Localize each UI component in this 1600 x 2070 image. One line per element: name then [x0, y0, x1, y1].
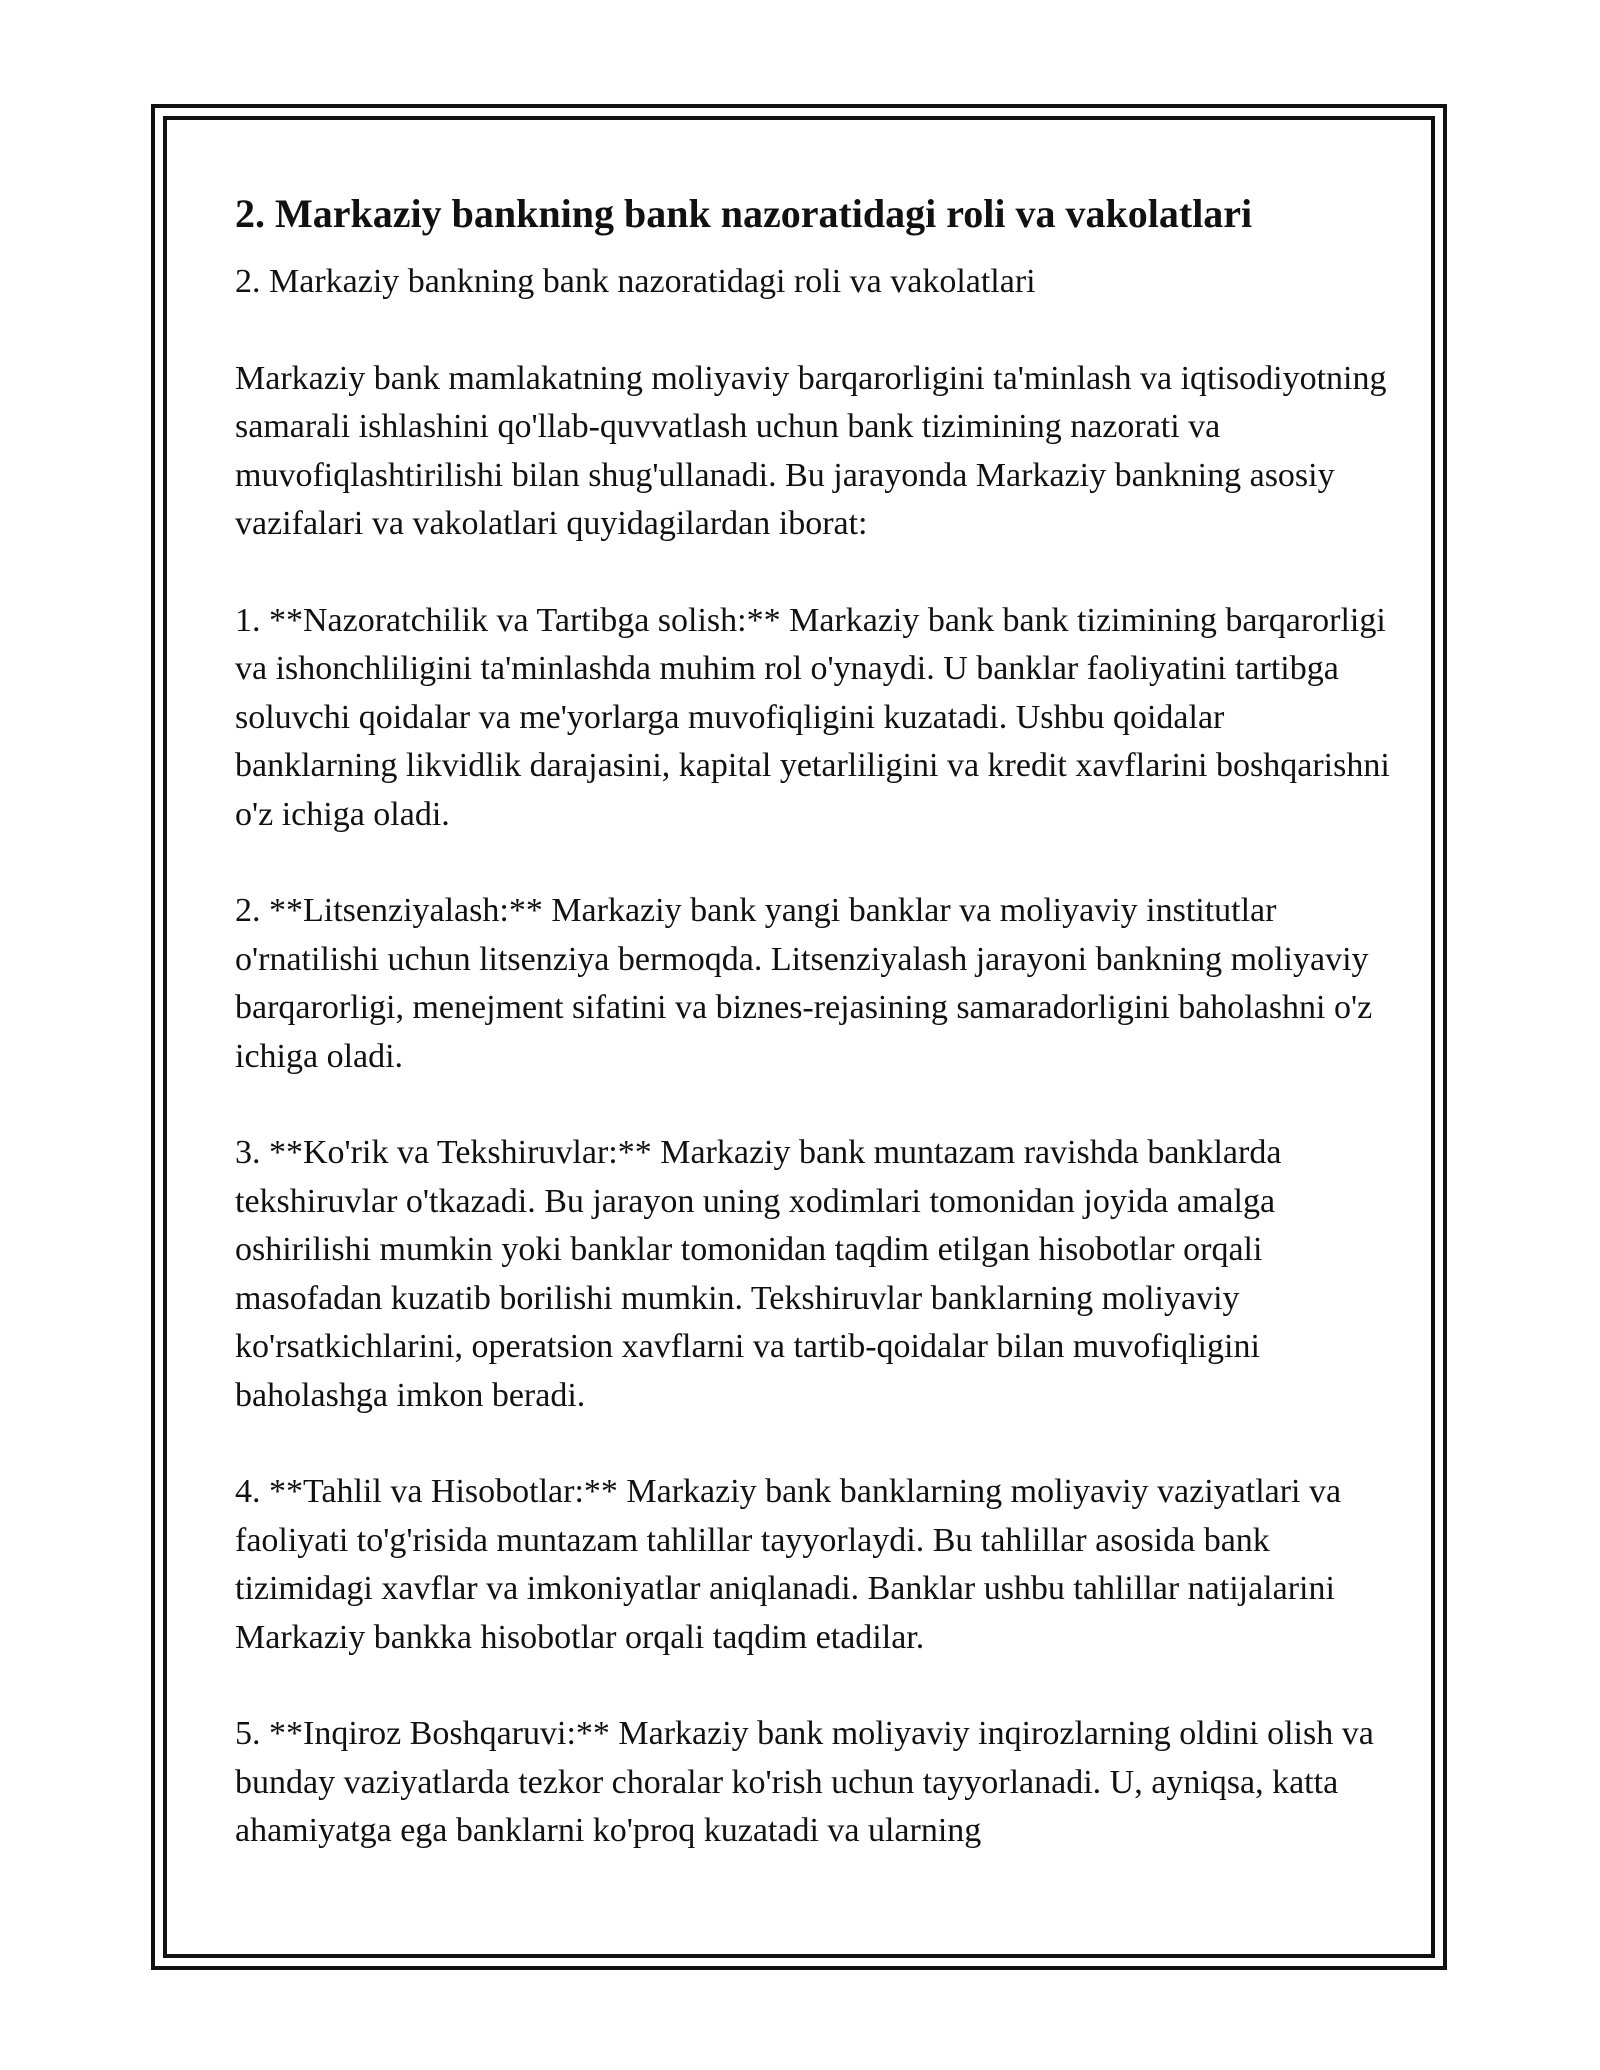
page-title: 2. Markaziy bankning bank nazoratidagi roli va vakolatlari [235, 191, 1253, 236]
document-body [235, 188, 1395, 1856]
intro-paragraph: Markaziy bank mamlakatning moliyaviy barqarorligini ta'minlash va iqtisodiyotning samarali ishlashini qo'llab-quvvatlash uchun bank tizimining nazorati va muvofiqlashtirilishi bilan shug'ullanadi. Bu jarayonda Markaziy bankning asosiy vazifalari va vakolatlari quyidagilardan iborat: [235, 359, 1387, 542]
list-item-supervision: 1. **Nazoratchilik va Tartibga solish:** Markaziy bank bank tizimining barqarorligi va ishonchliligini ta'minlashda muhim rol o'ynaydi. U banklar faoliyatini tartibga soluvchi qoidalar va me'yorlarga muvofiqligini kuzatadi. Ushbu qoidalar banklarning likvidlik darajasini, kapital yetarliligini va kredit xavflarini boshqarishni o'z ichiga oladi. [235, 601, 1390, 833]
section-subtitle: 2. Markaziy bankning bank nazoratidagi roli va vakolatlari [235, 263, 1036, 300]
list-item-licensing: 2. **Litsenziyalash:** Markaziy bank yangi banklar va moliyaviy institutlar o'rnatilishi uchun litsenziya bermoqda. Litsenziyalash jarayoni bankning moliyaviy barqarorligi, menejment sifatini va biznes-rejasining samaradorligini baholashni o'z ichiga oladi. [235, 892, 1373, 1075]
list-item-analysis: 4. **Tahlil va Hisobotlar:** Markaziy bank banklarning moliyaviy vaziyatlari va faoliyati to'g'risida muntazam tahlillar tayyorlaydi. Bu tahlillar asosida bank tizimidagi xavflar va imkoniyatlar aniqlanadi. Banklar ushbu tahlillar natijalarini Markaziy bankka hisobotlar orqali taqdim etadilar. [235, 1473, 1342, 1656]
list-item-crisis-management: 5. **Inqiroz Boshqaruvi:** Markaziy bank moliyaviy inqirozlarning oldini olish va bunday vaziyatlarda tezkor choralar ko'rish uchun tayyorlanadi. U, ayniqsa, katta ahamiyatga ega banklarni ko'proq kuzatadi va ularning [235, 1715, 1374, 1849]
list-item-inspections: 3. **Ko'rik va Tekshiruvlar:** Markaziy bank muntazam ravishda banklarda tekshiruvlar o'tkazadi. Bu jarayon uning xodimlari tomonidan joyida amalga oshirilishi mumkin yoki banklar tomonidan taqdim etilgan hisobotlar orqali masofadan kuzatib borilishi mumkin. Tekshiruvlar banklarning moliyaviy ko'rsatkichlarini, operatsion xavflarni va tartib-qoidalar bilan muvofiqligini baholashga imkon beradi. [235, 1134, 1282, 1414]
